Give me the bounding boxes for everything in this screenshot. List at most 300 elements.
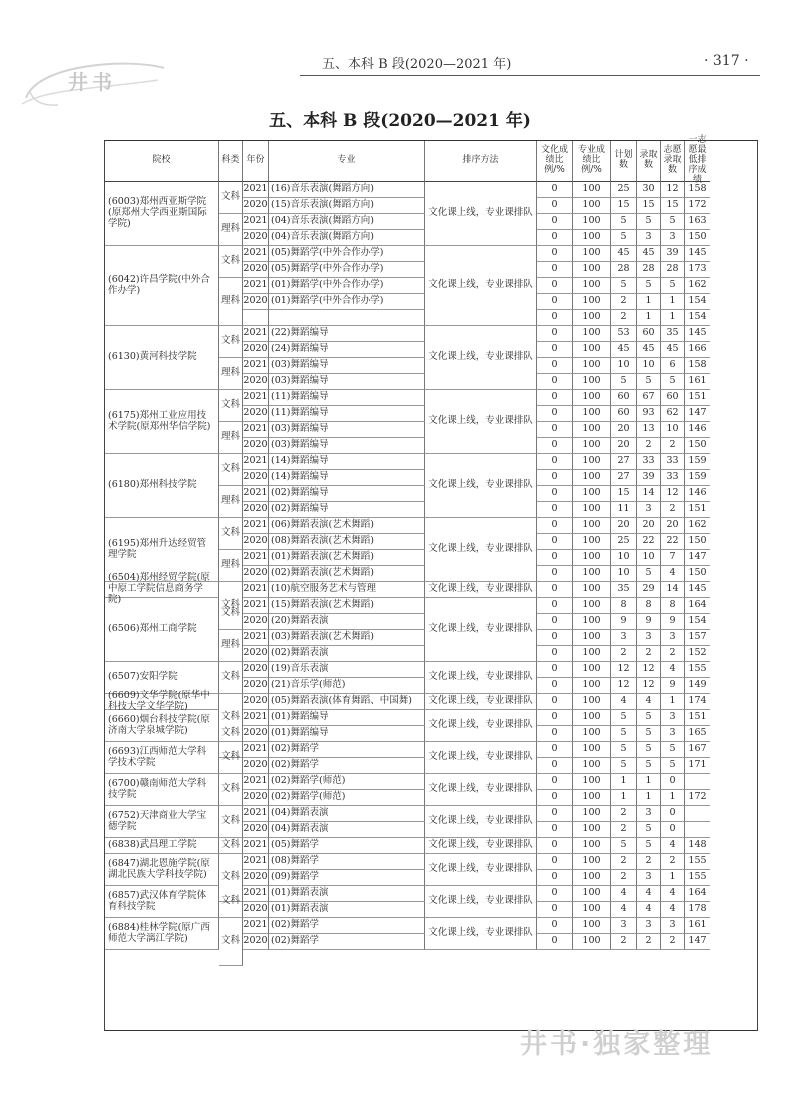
year-cell: 2021 — [243, 886, 269, 902]
sort-method-cell: 文化课上线，专业课排队 — [425, 774, 537, 806]
min-score-cell: 161 — [685, 918, 710, 934]
major-ratio-cell: 100 — [573, 630, 611, 646]
major-cell — [269, 310, 425, 326]
admit-count-cell: 1 — [637, 774, 661, 790]
culture-ratio-cell: 0 — [537, 662, 573, 678]
school-name-cell: (6857)武汉体育学院体育科技学院 — [105, 886, 219, 918]
plan-count-cell: 53 — [611, 326, 637, 342]
culture-ratio-cell: 0 — [537, 294, 573, 310]
culture-ratio-cell: 0 — [537, 310, 573, 326]
major-cell: (01)舞蹈学(中外合作办学) — [269, 294, 425, 310]
school-name-cell: (6003)郑州西亚斯学院(原郑州大学西亚斯国际学院) — [105, 182, 219, 246]
major-ratio-cell: 100 — [573, 470, 611, 486]
admit-count-cell: 5 — [637, 726, 661, 742]
first-choice-count-cell: 1 — [661, 790, 685, 806]
sort-method-cell: 文化课上线，专业课排队 — [425, 662, 537, 694]
subject-type-cell: 理科 — [219, 550, 243, 582]
header-cell: 志愿录取数 — [661, 141, 685, 182]
major-cell: (15)音乐表演(舞蹈方向) — [269, 198, 425, 214]
first-choice-count-cell: 62 — [661, 406, 685, 422]
school-name-cell: (6504)郑州经贸学院(原中原工学院信息商务学院) — [105, 582, 219, 598]
admit-count-cell: 60 — [637, 326, 661, 342]
admit-count-cell: 13 — [637, 422, 661, 438]
first-choice-count-cell: 4 — [661, 838, 685, 854]
major-ratio-cell: 100 — [573, 422, 611, 438]
major-ratio-cell: 100 — [573, 774, 611, 790]
major-cell: (19)音乐表演 — [269, 662, 425, 678]
first-choice-count-cell: 12 — [661, 486, 685, 502]
major-ratio-cell: 100 — [573, 918, 611, 934]
plan-count-cell: 5 — [611, 230, 637, 246]
admit-count-cell: 22 — [637, 534, 661, 550]
plan-count-cell: 2 — [611, 310, 637, 326]
first-choice-count-cell: 3 — [661, 230, 685, 246]
first-choice-count-cell: 0 — [661, 806, 685, 822]
min-score-cell — [685, 822, 710, 838]
min-score-cell: 164 — [685, 598, 710, 614]
min-score-cell: 154 — [685, 310, 710, 326]
first-choice-count-cell: 1 — [661, 694, 685, 710]
culture-ratio-cell: 0 — [537, 214, 573, 230]
school-name-cell: (6130)黄河科技学院 — [105, 326, 219, 390]
school-name-cell: (6838)武昌理工学院 — [105, 838, 219, 854]
culture-ratio-cell: 0 — [537, 390, 573, 406]
first-choice-count-cell: 33 — [661, 470, 685, 486]
admit-count-cell: 12 — [637, 678, 661, 694]
culture-ratio-cell: 0 — [537, 870, 573, 886]
admit-count-cell: 5 — [637, 710, 661, 726]
culture-ratio-cell: 0 — [537, 934, 573, 950]
subject-type-cell: 文科 — [219, 662, 243, 694]
culture-ratio-cell: 0 — [537, 774, 573, 790]
year-cell: 2021 — [243, 854, 269, 870]
first-choice-count-cell: 2 — [661, 646, 685, 662]
culture-ratio-cell: 0 — [537, 566, 573, 582]
min-score-cell: 157 — [685, 630, 710, 646]
plan-count-cell: 5 — [611, 742, 637, 758]
admit-count-cell: 28 — [637, 262, 661, 278]
school-name-cell: (6507)安阳学院 — [105, 662, 219, 694]
year-cell: 2021 — [243, 278, 269, 294]
min-score-cell: 164 — [685, 886, 710, 902]
admit-count-cell: 3 — [637, 230, 661, 246]
min-score-cell: 147 — [685, 550, 710, 566]
year-cell: 2021 — [243, 246, 269, 262]
admit-count-cell: 5 — [637, 742, 661, 758]
admit-count-cell: 14 — [637, 486, 661, 502]
year-cell: 2020 — [243, 758, 269, 774]
min-score-cell: 150 — [685, 534, 710, 550]
subject-type-cell: 文科 — [219, 886, 243, 918]
running-title: 五、本科 B 段(2020—2021 年) — [322, 57, 512, 72]
plan-count-cell: 45 — [611, 342, 637, 358]
admit-count-cell: 15 — [637, 198, 661, 214]
subject-type-cell: 文科 — [219, 742, 243, 774]
admit-count-cell: 5 — [637, 822, 661, 838]
major-ratio-cell: 100 — [573, 534, 611, 550]
first-choice-count-cell: 9 — [661, 614, 685, 630]
plan-count-cell: 45 — [611, 246, 637, 262]
admit-count-cell: 1 — [637, 790, 661, 806]
admit-count-cell: 2 — [637, 854, 661, 870]
major-cell: (14)舞蹈编导 — [269, 470, 425, 486]
major-ratio-cell: 100 — [573, 902, 611, 918]
year-cell: 2021 — [243, 422, 269, 438]
admit-count-cell: 4 — [637, 886, 661, 902]
year-cell: 2020 — [243, 646, 269, 662]
major-ratio-cell: 100 — [573, 454, 611, 470]
header-cell: 专业 — [269, 141, 425, 182]
subject-type-cell: 理科 — [219, 422, 243, 454]
admit-count-cell: 5 — [637, 278, 661, 294]
major-ratio-cell: 100 — [573, 438, 611, 454]
year-cell: 2021 — [243, 806, 269, 822]
admit-count-cell: 2 — [637, 934, 661, 950]
major-cell: (02)舞蹈表演 — [269, 646, 425, 662]
min-score-cell: 162 — [685, 278, 710, 294]
major-cell: (02)舞蹈表演(艺术舞蹈) — [269, 566, 425, 582]
culture-ratio-cell: 0 — [537, 582, 573, 598]
min-score-cell: 162 — [685, 518, 710, 534]
plan-count-cell: 15 — [611, 198, 637, 214]
sort-method-cell: 文化课上线，专业课排队 — [425, 390, 537, 454]
min-score-cell: 145 — [685, 246, 710, 262]
min-score-cell: 161 — [685, 374, 710, 390]
admit-count-cell: 3 — [637, 806, 661, 822]
sort-method-cell: 文化课上线，专业课排队 — [425, 518, 537, 582]
first-choice-count-cell: 3 — [661, 726, 685, 742]
min-score-cell: 171 — [685, 758, 710, 774]
plan-count-cell: 10 — [611, 358, 637, 374]
plan-count-cell: 12 — [611, 678, 637, 694]
plan-count-cell: 10 — [611, 566, 637, 582]
culture-ratio-cell: 0 — [537, 550, 573, 566]
culture-ratio-cell: 0 — [537, 902, 573, 918]
min-score-cell: 178 — [685, 902, 710, 918]
school-name-cell: (6195)郑州升达经贸管理学院 — [105, 518, 219, 582]
culture-ratio-cell: 0 — [537, 278, 573, 294]
major-ratio-cell: 100 — [573, 806, 611, 822]
major-ratio-cell: 100 — [573, 838, 611, 854]
year-cell: 2020 — [243, 566, 269, 582]
admit-count-cell: 5 — [637, 566, 661, 582]
plan-count-cell: 10 — [611, 550, 637, 566]
year-cell: 2020 — [243, 502, 269, 518]
year-cell: 2021 — [243, 390, 269, 406]
year-cell: 2021 — [243, 358, 269, 374]
major-cell: (02)舞蹈学(师范) — [269, 774, 425, 790]
first-choice-count-cell: 39 — [661, 246, 685, 262]
culture-ratio-cell: 0 — [537, 454, 573, 470]
admission-score-table — [104, 135, 758, 1031]
culture-ratio-cell: 0 — [537, 262, 573, 278]
admit-count-cell: 5 — [637, 214, 661, 230]
admit-count-cell: 45 — [637, 246, 661, 262]
major-ratio-cell: 100 — [573, 246, 611, 262]
plan-count-cell: 2 — [611, 294, 637, 310]
major-cell: (22)舞蹈编导 — [269, 326, 425, 342]
sort-method-cell: 文化课上线，专业课排队 — [425, 710, 537, 742]
year-cell: 2020 — [243, 870, 269, 886]
culture-ratio-cell: 0 — [537, 358, 573, 374]
subject-type-cell: 文科 — [219, 838, 243, 854]
admit-count-cell: 3 — [637, 918, 661, 934]
watermark-text: 井书·独家整理 — [520, 1029, 714, 1060]
plan-count-cell: 4 — [611, 902, 637, 918]
min-score-cell: 166 — [685, 342, 710, 358]
major-ratio-cell: 100 — [573, 502, 611, 518]
first-choice-count-cell: 60 — [661, 390, 685, 406]
first-choice-count-cell: 1 — [661, 294, 685, 310]
year-cell: 2020 — [243, 678, 269, 694]
first-choice-count-cell: 20 — [661, 518, 685, 534]
year-cell: 2020 — [243, 614, 269, 630]
major-cell: (24)舞蹈编导 — [269, 342, 425, 358]
subject-type-cell: 理科 — [219, 358, 243, 390]
subject-type-cell: 文科 — [219, 390, 243, 422]
min-score-cell: 159 — [685, 454, 710, 470]
major-ratio-cell: 100 — [573, 646, 611, 662]
min-score-cell: 159 — [685, 470, 710, 486]
subject-type-cell: 理科 — [219, 486, 243, 518]
culture-ratio-cell: 0 — [537, 246, 573, 262]
year-cell: 2021 — [243, 326, 269, 342]
major-ratio-cell: 100 — [573, 198, 611, 214]
culture-ratio-cell: 0 — [537, 886, 573, 902]
school-name-cell: (6693)江西师范大学科学技术学院 — [105, 742, 219, 774]
plan-count-cell: 2 — [611, 806, 637, 822]
major-cell: (05)舞蹈表演(体育舞蹈、中国舞) — [269, 694, 425, 710]
year-cell: 2021 — [243, 838, 269, 854]
major-ratio-cell: 100 — [573, 374, 611, 390]
plan-count-cell: 12 — [611, 662, 637, 678]
major-cell: (20)舞蹈表演 — [269, 614, 425, 630]
admit-count-cell: 3 — [637, 502, 661, 518]
major-cell: (01)舞蹈编导 — [269, 726, 425, 742]
plan-count-cell: 9 — [611, 614, 637, 630]
header-cell: 计划数 — [611, 141, 637, 182]
first-choice-count-cell: 5 — [661, 742, 685, 758]
major-ratio-cell: 100 — [573, 678, 611, 694]
subject-type-cell: 理科 — [219, 214, 243, 246]
plan-count-cell: 2 — [611, 822, 637, 838]
major-ratio-cell: 100 — [573, 550, 611, 566]
year-cell: 2020 — [243, 902, 269, 918]
min-score-cell: 167 — [685, 742, 710, 758]
sort-method-cell: 文化课上线，专业课排队 — [425, 454, 537, 518]
major-ratio-cell: 100 — [573, 230, 611, 246]
major-ratio-cell: 100 — [573, 694, 611, 710]
min-score-cell: 154 — [685, 294, 710, 310]
major-ratio-cell: 100 — [573, 934, 611, 950]
plan-count-cell: 20 — [611, 422, 637, 438]
first-choice-count-cell: 2 — [661, 502, 685, 518]
admit-count-cell: 3 — [637, 870, 661, 886]
major-cell: (11)舞蹈编导 — [269, 406, 425, 422]
sort-method-cell: 文化课上线，专业课排队 — [425, 886, 537, 918]
sort-method-cell: 文化课上线，专业课排队 — [425, 918, 537, 950]
year-cell: 2021 — [243, 214, 269, 230]
major-cell: (05)舞蹈学(中外合作办学) — [269, 262, 425, 278]
subject-type-cell: 文科 — [219, 710, 243, 758]
major-ratio-cell: 100 — [573, 518, 611, 534]
header-rule — [300, 75, 760, 76]
sort-method-cell: 文化课上线，专业课排队 — [425, 854, 537, 886]
min-score-cell: 173 — [685, 262, 710, 278]
min-score-cell — [685, 774, 710, 790]
major-cell: (05)舞蹈学(中外合作办学) — [269, 246, 425, 262]
min-score-cell: 172 — [685, 198, 710, 214]
culture-ratio-cell: 0 — [537, 790, 573, 806]
year-cell: 2021 — [243, 582, 269, 598]
min-score-cell: 150 — [685, 230, 710, 246]
sort-method-cell: 文化课上线，专业课排队 — [425, 806, 537, 838]
min-score-cell: 150 — [685, 566, 710, 582]
subject-type-cell: 文科 — [219, 598, 243, 630]
first-choice-count-cell: 28 — [661, 262, 685, 278]
plan-count-cell: 60 — [611, 406, 637, 422]
subject-type-cell: 文科 — [219, 246, 243, 278]
major-ratio-cell: 100 — [573, 742, 611, 758]
major-ratio-cell: 100 — [573, 854, 611, 870]
first-choice-count-cell: 22 — [661, 534, 685, 550]
major-cell: (02)舞蹈编导 — [269, 486, 425, 502]
major-ratio-cell: 100 — [573, 726, 611, 742]
major-cell: (14)舞蹈编导 — [269, 454, 425, 470]
major-cell: (02)舞蹈编导 — [269, 502, 425, 518]
year-cell: 2021 — [243, 486, 269, 502]
subject-type-cell: 文科 — [219, 582, 243, 630]
admit-count-cell: 2 — [637, 646, 661, 662]
culture-ratio-cell: 0 — [537, 646, 573, 662]
min-score-cell: 145 — [685, 582, 710, 598]
major-cell: (02)舞蹈学 — [269, 934, 425, 950]
header-cell: 文化成绩比例/% — [537, 141, 573, 182]
sort-method-cell: 文化课上线，专业课排队 — [425, 742, 537, 774]
year-cell: 2021 — [243, 598, 269, 614]
min-score-cell: 158 — [685, 358, 710, 374]
plan-count-cell: 60 — [611, 390, 637, 406]
plan-count-cell: 3 — [611, 918, 637, 934]
first-choice-count-cell: 45 — [661, 342, 685, 358]
year-cell: 2021 — [243, 454, 269, 470]
year-cell: 2021 — [243, 630, 269, 646]
culture-ratio-cell: 0 — [537, 198, 573, 214]
header-cell: 专业成绩比例/% — [573, 141, 611, 182]
plan-count-cell: 2 — [611, 854, 637, 870]
culture-ratio-cell: 0 — [537, 486, 573, 502]
header-cell: 一志愿最低排序成绩 — [685, 141, 710, 182]
year-cell: 2020 — [243, 790, 269, 806]
major-cell: (11)舞蹈编导 — [269, 390, 425, 406]
major-ratio-cell: 100 — [573, 710, 611, 726]
admit-count-cell: 1 — [637, 294, 661, 310]
school-name-cell: (6042)许昌学院(中外合作办学) — [105, 246, 219, 326]
admit-count-cell: 5 — [637, 758, 661, 774]
major-cell: (09)舞蹈学 — [269, 870, 425, 886]
plan-count-cell: 20 — [611, 518, 637, 534]
min-score-cell: 147 — [685, 934, 710, 950]
first-choice-count-cell: 10 — [661, 422, 685, 438]
major-cell: (03)舞蹈编导 — [269, 374, 425, 390]
school-name-cell: (6175)郑州工业应用技术学院(原郑州华信学院) — [105, 390, 219, 454]
major-ratio-cell: 100 — [573, 342, 611, 358]
first-choice-count-cell: 35 — [661, 326, 685, 342]
plan-count-cell: 5 — [611, 726, 637, 742]
culture-ratio-cell: 0 — [537, 822, 573, 838]
year-cell: 2020 — [243, 438, 269, 454]
major-cell: (03)舞蹈编导 — [269, 422, 425, 438]
major-ratio-cell: 100 — [573, 822, 611, 838]
plan-count-cell: 5 — [611, 758, 637, 774]
subject-type-cell: 文科 — [219, 454, 243, 486]
year-cell: 2020 — [243, 822, 269, 838]
admit-count-cell: 12 — [637, 662, 661, 678]
culture-ratio-cell: 0 — [537, 854, 573, 870]
major-ratio-cell: 100 — [573, 790, 611, 806]
major-cell: (08)舞蹈学 — [269, 854, 425, 870]
admit-count-cell: 29 — [637, 582, 661, 598]
year-cell: 2020 — [243, 198, 269, 214]
major-cell: (15)舞蹈表演(艺术舞蹈) — [269, 598, 425, 614]
min-score-cell: 172 — [685, 790, 710, 806]
section-title: 五、本科 B 段(2020—2021 年) — [269, 111, 531, 131]
major-ratio-cell: 100 — [573, 406, 611, 422]
plan-count-cell: 1 — [611, 774, 637, 790]
major-cell: (03)舞蹈编导 — [269, 358, 425, 374]
culture-ratio-cell: 0 — [537, 742, 573, 758]
year-cell: 2020 — [243, 470, 269, 486]
first-choice-count-cell: 15 — [661, 198, 685, 214]
major-ratio-cell: 100 — [573, 582, 611, 598]
min-score-cell: 174 — [685, 694, 710, 710]
subject-type-cell: 理科 — [219, 278, 243, 326]
admit-count-cell: 5 — [637, 838, 661, 854]
plan-count-cell: 5 — [611, 838, 637, 854]
subject-type-cell: 文科 — [219, 806, 243, 838]
first-choice-count-cell: 3 — [661, 630, 685, 646]
year-cell: 2021 — [243, 182, 269, 198]
header-cell: 年份 — [243, 141, 269, 182]
major-cell: (01)舞蹈表演 — [269, 902, 425, 918]
year-cell: 2020 — [243, 406, 269, 422]
year-cell: 2020 — [243, 662, 269, 678]
subject-type-cell: 文科 — [219, 854, 243, 902]
header-cell: 排序方法 — [425, 141, 537, 182]
year-cell: 2021 — [243, 710, 269, 726]
first-choice-count-cell: 8 — [661, 598, 685, 614]
plan-count-cell: 11 — [611, 502, 637, 518]
plan-count-cell: 20 — [611, 438, 637, 454]
culture-ratio-cell: 0 — [537, 326, 573, 342]
plan-count-cell: 5 — [611, 710, 637, 726]
major-cell: (08)舞蹈表演(艺术舞蹈) — [269, 534, 425, 550]
major-cell: (21)音乐学(师范) — [269, 678, 425, 694]
subject-type-cell: 理科 — [219, 630, 243, 662]
first-choice-count-cell: 4 — [661, 662, 685, 678]
major-cell: (10)航空服务艺术与管理 — [269, 582, 425, 598]
year-cell: 2020 — [243, 342, 269, 358]
major-cell: (03)舞蹈表演(艺术舞蹈) — [269, 630, 425, 646]
culture-ratio-cell: 0 — [537, 518, 573, 534]
year-cell: 2020 — [243, 294, 269, 310]
min-score-cell: 152 — [685, 646, 710, 662]
major-ratio-cell: 100 — [573, 870, 611, 886]
plan-count-cell: 5 — [611, 374, 637, 390]
plan-count-cell: 2 — [611, 934, 637, 950]
first-choice-count-cell: 9 — [661, 678, 685, 694]
plan-count-cell: 25 — [611, 182, 637, 198]
